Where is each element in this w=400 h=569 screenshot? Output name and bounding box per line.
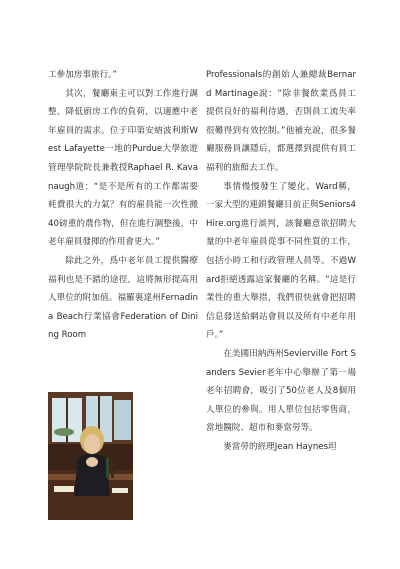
left-column: [48, 66, 198, 345]
right-paragraph-4: 麥當勞的經理Jean Haynes坦: [223, 441, 337, 452]
restaurant-photo: [48, 392, 133, 520]
left-paragraph-1: 工參加房事旅行。”: [48, 70, 117, 80]
right-column: [206, 66, 356, 456]
right-paragraph-3: 在美國田納西州Sevierville Fort Sanders Sevier老年中心舉辦了第一場老年招聘會，吸引了50位老人及8個用人單位的參與。用人單位包括零售商，當地醫院、超市和麥當勞等。: [206, 348, 356, 434]
right-paragraph-2: 事情慢慢發生了變化。Ward稱，一家大型的連鎖餐廳目前正與Seniors4Hire.org進行談判，該餐廳意欲招聘大量的中老年雇員從事不同性質的工作，包括小時工和行政管理人員等。不過Ward拒絕透露這家餐廳的名稱。“這是行業性的重大舉措，我們很快就會把招聘信息發送給網站會員以及所有中老年用戶。”: [206, 181, 356, 341]
left-paragraph-2: 其次，餐廳東主可以對工作進行調整，降低廚房工作的負荷，以適應中老年雇員的需求。位于印第安納波利斯West Lafayette一地的Purdue大學旅遊管理學院院長兼教授Raphael R. Kavanaugh道：“是不是所有的工作都需要耗費很大的力氣？有的雇員能一次性搬40磅重的農作物，但在進行調整後，中老年雇員發揮的作用會更大。”: [48, 88, 198, 248]
left-paragraph-3: 除此之外，爲中老年員工提供醫療福利也是不錯的途徑，這將無形提高用人單位的附加值。福羅裏達州Fernadina Beach行業協會Federation of Dining Room: [48, 255, 198, 341]
right-paragraph-1: Professionals的創始人兼總裁Bernard Martinage說：“除非餐飲業爲員工提供良好的福利待遇，否則員工流失率很難得到有效控制。”他補充說，很多餐廳服務員讓隱后，都選擇到提供有員工福利的旅館去工作。: [206, 70, 356, 173]
